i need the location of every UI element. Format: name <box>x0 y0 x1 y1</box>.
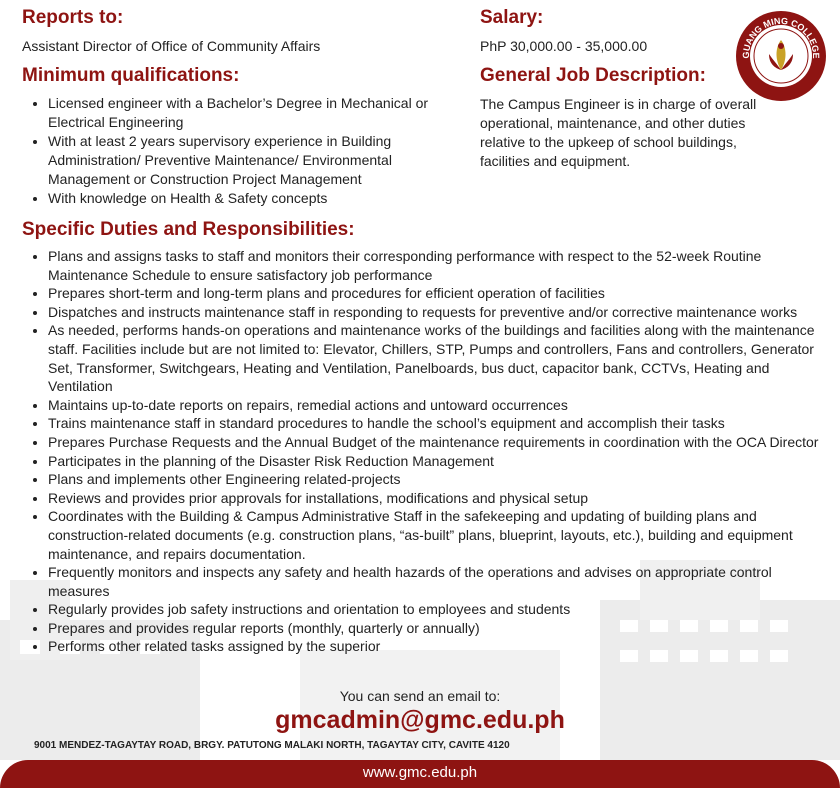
description-heading: General Job Description: <box>480 65 706 86</box>
list-item: • Regularly provides job safety instructions and orientation to employees and students <box>48 600 834 619</box>
list-item: • With at least 2 years supervisory experience in Building Administration/ Preventive Maintenance/ Environmental Management or Construction Project Management <box>48 132 452 189</box>
footer-bar <box>0 760 840 788</box>
list-item: • Prepares and provides regular reports (monthly, quarterly or annually) <box>48 619 834 638</box>
list-item: • Prepares short-term and long-term plans and procedures for efficient operation of facilities <box>48 284 834 303</box>
address: 9001 MENDEZ-TAGAYTAY ROAD, BRGY. PATUTONG MALAKI NORTH, TAGAYTAY CITY, CAVITE 4120 <box>34 740 510 751</box>
email-prompt: You can send an email to: <box>339 688 501 704</box>
list-item: • Dispatches and instructs maintenance staff in responding to requests for preventive and/or corrective maintenance works <box>48 303 834 322</box>
duties-heading: Specific Duties and Responsibilities: <box>22 219 355 240</box>
list-item: • Reviews and provides prior approvals for installations, modifications and physical setup <box>48 489 834 508</box>
list-item: • With knowledge on Health & Safety concepts <box>48 189 452 208</box>
list-item: • Licensed engineer with a Bachelor’s Degree in Mechanical or Electrical Engineering <box>48 94 452 132</box>
list-item: • Coordinates with the Building & Campus Administrative Staff in the safekeeping and updating of building plans and construction-related documents (e.g. construction plans, “as-built” plans, blueprint, layouts, etc.), building and equipment maintenance, and repairs documentation. <box>48 507 834 563</box>
qualifications-list <box>22 94 452 208</box>
qualifications-heading: Minimum qualifications: <box>22 65 240 86</box>
list-item: • Performs other related tasks assigned by the superior <box>48 637 834 656</box>
reports-to-value: Assistant Director of Office of Community Affairs <box>22 38 321 54</box>
list-item: • Plans and assigns tasks to staff and monitors their corresponding performance with respect to the 52-week Routine Maintenance Schedule to ensure satisfactory job performance <box>48 247 834 284</box>
list-item: • Maintains up-to-date reports on repairs, remedial actions and untoward occurrences <box>48 396 834 415</box>
duties-list <box>22 247 834 656</box>
list-item: • Participates in the planning of the Disaster Risk Reduction Management <box>48 452 834 471</box>
list-item: • Frequently monitors and inspects any safety and health hazards of the operations and advises on appropriate control measures <box>48 563 834 600</box>
description-text: The Campus Engineer is in charge of overall operational, maintenance, and other duties relative to the upkeep of school buildings, facilities and equipment. <box>480 96 757 169</box>
email-link[interactable]: gmcadmin@gmc.edu.ph <box>275 706 565 734</box>
salary-heading: Salary: <box>480 7 544 28</box>
list-item: • Prepares Purchase Requests and the Annual Budget of the maintenance requirements in coordination with the OCA Director <box>48 433 834 452</box>
svg-text:GUANG MING COLLEGE: GUANG MING COLLEGE <box>740 15 822 59</box>
list-item: • As needed, performs hands-on operations and maintenance works of the buildings and facilities along with the maintenance staff. Facilities include but are not limited to: Elevator, Chillers, STP, Pumps and controllers, Fans and controllers, Generator Set, Transformer, Switchgears, Heating and Ventilation, Panelboards, bus duct, capacitor bank, CCTVs, Heating and Ventilation <box>48 321 834 395</box>
list-item: • Plans and implements other Engineering related-projects <box>48 470 834 489</box>
guang-ming-college-logo <box>735 10 827 102</box>
salary-value: PhP 30,000.00 - 35,000.00 <box>480 38 648 54</box>
list-item: • Trains maintenance staff in standard procedures to handle the school’s equipment and accomplish their tasks <box>48 414 834 433</box>
website-link[interactable]: www.gmc.edu.ph <box>362 764 478 781</box>
reports-to-heading: Reports to: <box>22 7 124 28</box>
